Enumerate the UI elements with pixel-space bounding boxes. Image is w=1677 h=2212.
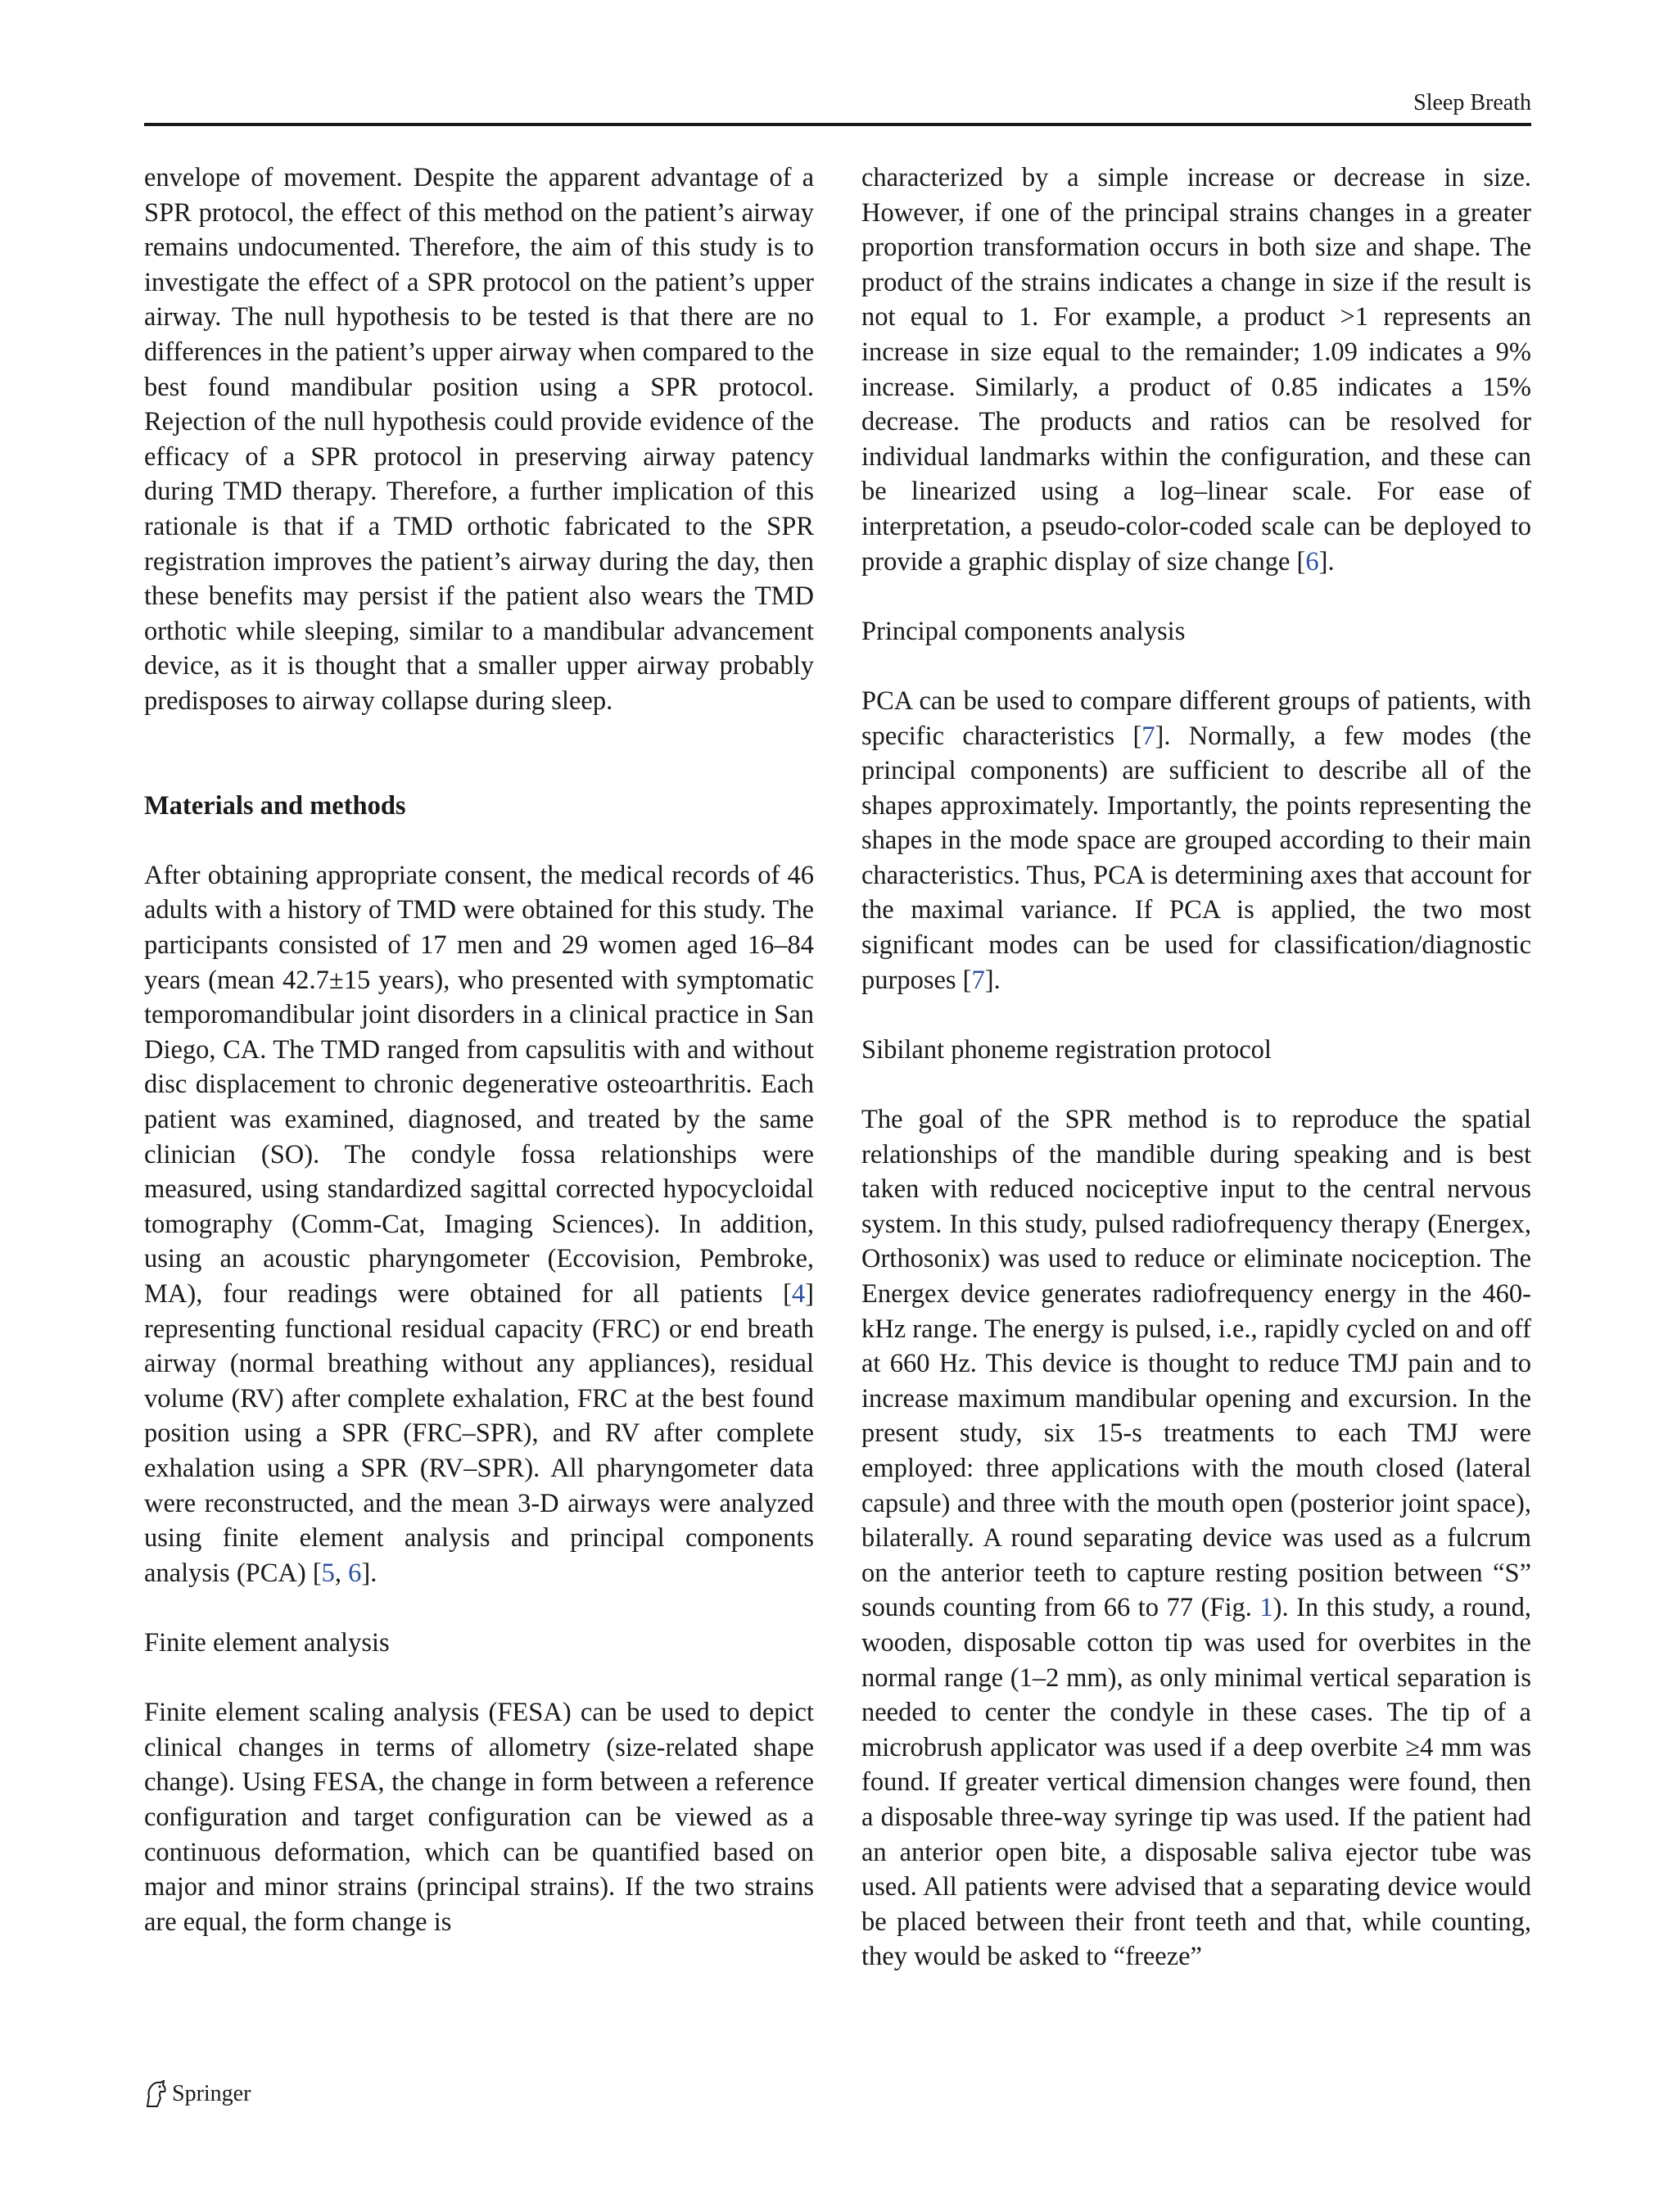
spacer [144,719,814,789]
header-rule [144,123,1531,126]
fea-paragraph [144,1695,814,1939]
fea-continuation-text-a: characterized by a simple increase or decrease in size. However, if one of the principal strains changes in a greater proportion transformation occurs in both size and shape. The product of the strains indicates a change in size if the result is not equal to 1. For example, a product >1 represents an increase in size equal to the remainder; 1.09 indicates a 9% increase. Similarly, a product of 0.85 indicates a 15% decrease. The products and ratios can be resolved for individual landmarks within the configuration, and these can be linearized using a log–linear scale. For ease of interpretation, a pseudo-color-coded scale can be deployed to provide a graphic display of size change [ [861,163,1531,577]
fea-continuation-paragraph [861,161,1531,579]
figure-link-1[interactable]: 1 [1259,1593,1273,1623]
spacer [144,1590,814,1626]
page-footer [144,2080,251,2108]
fea-continuation-text-b: ]. [1318,546,1335,577]
subsection-title-fea: Finite element analysis [144,1627,390,1658]
left-column [144,161,814,1939]
methods-text-a: After obtaining appropriate consent, the medical records of 46 adults with a history of TMD were obtained for this study. The participants consisted of 17 men and 29 women aged 16–84 years (mean 42.7±15 years), who presented with symptomatic temporomandibular joint disorders in a clinical practice in San Diego, CA. The TMD ranged from capsulitis with and without disc displacement to chronic degenerative osteoarthritis. Each patient was examined, diagnosed, and treated by the same clinician (SO). The condyle fossa relationships were measured, using standardized sagittal corrected hypocycloidal tomography (Comm-Cat, Imaging Sciences). In addition, using an acoustic pharyngometer (Eccovision, Pembroke, MA), four readings were obtained for all patients [ [144,860,814,1309]
citation-link-6[interactable]: 6 [348,1558,362,1588]
subsection-title-spr: Sibilant phoneme registration protocol [861,1034,1272,1065]
springer-horse-icon [144,2080,172,2108]
methods-text-b: ] representing functional residual capacity (FRC) or end breath airway (normal breathing without any appliances), residual volume (RV) after complete exhalation, FRC at the best found position using a SPR (FRC–SPR), and RV after complete exhalation using a SPR (RV–SPR). All pharyngometer data were reconstructed, and the mean 3-D airways were analyzed using finite element analysis and principal components analysis (PCA) [ [144,1279,814,1588]
methods-paragraph [144,858,814,1590]
spr-paragraph [861,1102,1531,1975]
pca-text-b: ]. Normally, a few modes (the principal components) are sufficient to describe all of the shapes approximately. Importantly, the points representing the shapes in the mode space are grouped according to their main characteristics. Thus, PCA is determining axes that account for the maximal variance. If PCA is applied, the two most significant modes can be used for classification/diagnostic purposes [ [861,721,1531,995]
intro-text: envelope of movement. Despite the apparent advantage of a SPR protocol, the effect of this method on the patient’s airway remains undocumented. Therefore, the aim of this study is to investigate the effect of a SPR protocol on the patient’s upper airway. The null hypothesis to be tested is that there are no differences in the patient’s upper airway when compared to the best found mandibular position using a SPR protocol. Rejection of the null hypothesis could provide evidence of the efficacy of a SPR protocol in preserving airway patency during TMD therapy. Therefore, a further implication of this rationale is that if a TMD orthotic fabricated to the SPR registration improves the patient’s airway during the day, then these benefits may persist if the patient also wears the TMD orthotic while sleeping, similar to a mandibular advancement device, as it is thought that a smaller upper airway probably predisposes to airway collapse during sleep. [144,163,814,716]
spacer [861,649,1531,684]
fea-text: Finite element scaling analysis (FESA) can be used to depict clinical changes in terms of allometry (size-related shape change). Using FESA, the change in form between a reference configuration and target configuration can be viewed as a continuous deformation, which can be quantified based on major and minor strains (principal strains). If the two strains are equal, the form change is [144,1698,814,1937]
right-column [861,161,1531,1975]
citation-link-7[interactable]: 7 [1141,721,1155,751]
journal-name: Sleep Breath [1413,90,1531,115]
spr-text-b: ). In this study, a round, wooden, disposable cotton tip was used for overbites in the normal range (1–2 mm), as only minimal vertical separation is needed to center the condyle in these cases. The tip of a microbrush applicator was used if a deep overbite ≥4 mm was found. If greater vertical dimension changes were found, then a disposable three-way syringe tip was used. If the patient had an anterior open bite, a disposable saliva ejector tube was used. All patients were advised that a separating device would be placed between their front teeth and that, while counting, they would be asked to “freeze” [861,1593,1531,1972]
citation-link-5[interactable]: 5 [321,1558,335,1588]
citation-separator: , [334,1558,349,1588]
pca-text-c: ]. [984,965,1001,995]
running-header [144,88,1531,118]
publisher-name: Springer [172,2081,251,2106]
spacer [144,1661,814,1696]
spacer [861,997,1531,1033]
citation-link-6[interactable]: 6 [1305,546,1319,577]
spacer [861,579,1531,614]
spr-text-a: The goal of the SPR method is to reproduce the spatial relationships of the mandible during speaking and is best taken with reduced nociceptive input to the central nervous system. In this study, pulsed radiofrequency therapy (Energex, Orthosonix) was used to reduce or eliminate nociception. The Energex device generates radiofrequency energy in the 460-kHz range. The energy is pulsed, i.e., rapidly cycled on and off at 660 Hz. This device is thought to reduce TMJ pain and to increase maximum mandibular opening and excursion. In the present study, six 15-s treatments to each TMJ were employed: three applications with the mouth closed (lateral capsule) and three with the mouth open (posterior joint space), bilaterally. A round separating device was used as a fulcrum on the anterior teeth to capture resting position between “S” sounds counting from 66 to 77 (Fig. [861,1105,1531,1623]
spacer [144,823,814,858]
subsection-title-pca: Principal components analysis [861,616,1186,646]
methods-text-c: ]. [361,1558,377,1588]
citation-link-7[interactable]: 7 [971,965,985,995]
section-title-materials-methods: Materials and methods [144,790,406,821]
spacer [861,1067,1531,1102]
pca-text-a: PCA can be used to compare different groups of patients, with specific characteristics [ [861,685,1531,751]
citation-link-4[interactable]: 4 [791,1279,806,1309]
pca-paragraph [861,684,1531,997]
intro-paragraph [144,161,814,719]
